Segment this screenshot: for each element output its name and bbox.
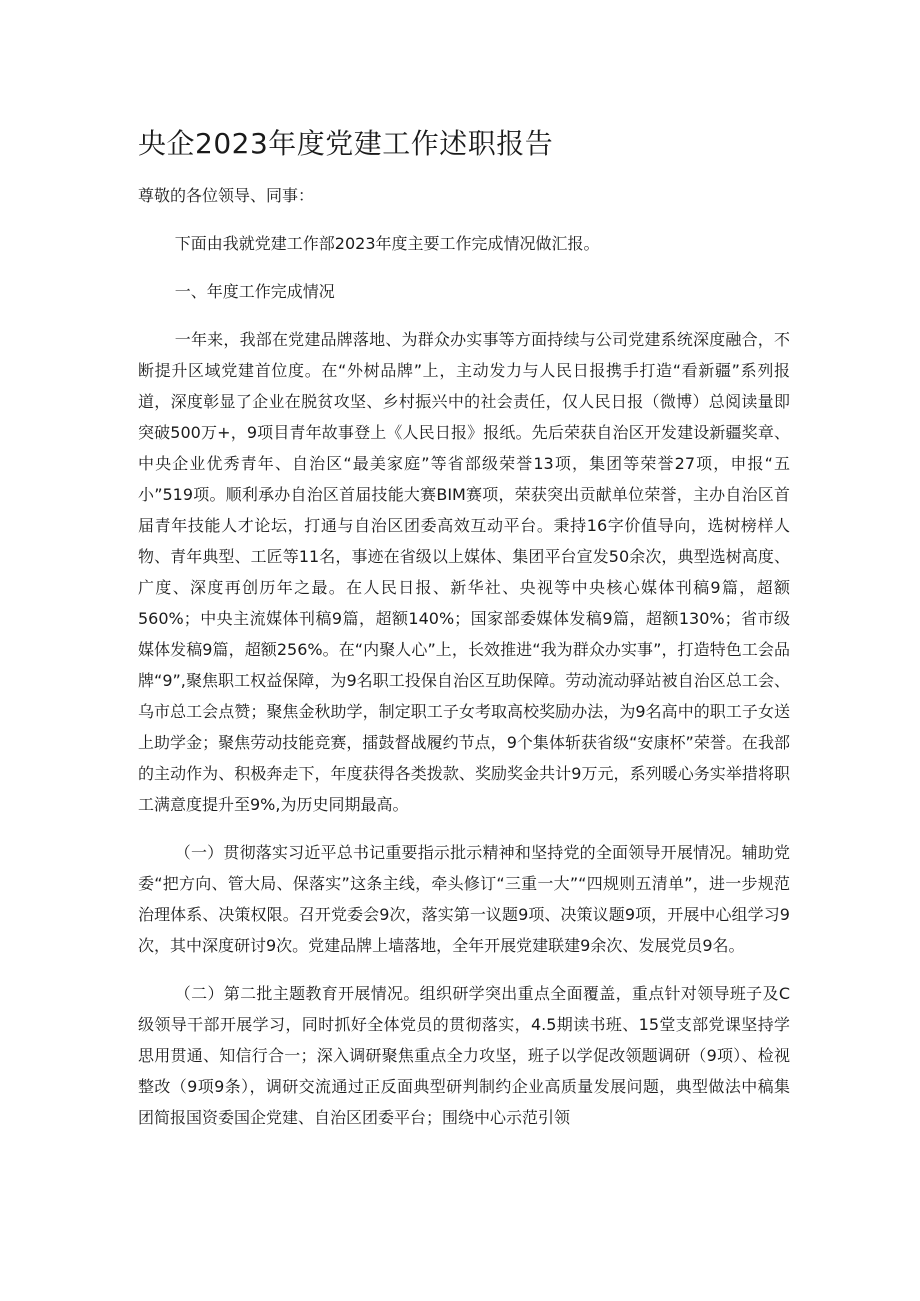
body-paragraph: 一年来，我部在党建品牌落地、为群众办实事等方面持续与公司党建系统深度融合，不断提升区域党建首位度。在“外树品牌”上，主动发力与人民日报携手打造“看新疆”系列报道，深度彰显了企业在脱贫攻坚、乡村振兴中的社会责任，仅人民日报（微博）总阅读量即突破500万+，9项目青年故事登上《人民日报》报纸。先后荣获自治区开发建设新疆奖章、中央企业优秀青年、自治区“最美家庭”等省部级荣誉13项，集团等荣誉27项，申报“五小”519项。顺利承办自治区首届技能大赛BIM赛项，荣获突出贡献单位荣誉，主办自治区首届青年技能人才论坛，打通与自治区团委高效互动平台。秉持16字价值导向，选树榜样人物、青年典型、工匠等11名，事迹在省级以上媒体、集团平台宣发50余次，典型选树高度、广度、深度再创历年之最。在人民日报、新华社、央视等中央核心媒体刊稿9篇，超额560%；中央主流媒体刊稿9篇，超额140%；国家部委媒体发稿9篇，超额130%；省市级媒体发稿9篇，超额256%。在“内聚人心”上，长效推进“我为群众办实事”，打造特色工会品牌“9”,聚焦职工权益保障，为9名职工投保自治区互助保障。劳动流动驿站被自治区总工会、乌市总工会点赞；聚焦金秋助学，制定职工子女考取高校奖励办法，为9名高中的职工子女送上助学金；聚焦劳动技能竞赛，擂鼓督战履约节点，9个集体斩获省级“安康杯”荣誉。在我部的主动作为、积极奔走下，年度获得各类拨款、奖励奖金共计9万元，系列暖心务实举措将职工满意度提升至9%,为历史同期最高。 [138, 330, 790, 814]
body-paragraph: （一）贯彻落实习近平总书记重要指示批示精神和坚持党的全面领导开展情况。辅助党委“把方向、管大局、保落实”这条主线，牵头修订“三重一大”“四规则五清单”，进一步规范治理体系、决策权限。召开党委会9次，落实第一议题9项、决策议题9项，开展中心组学习9次，其中深度研讨9次。党建品牌上墙落地，全年开展党建联建9余次、发展党员9名。 [138, 843, 790, 955]
section-heading: 一、年度工作完成情况 [174, 282, 335, 301]
document-page [138, 118, 790, 1150]
document-title: 央企2023年度党建工作述职报告 [138, 127, 554, 160]
salutation: 尊敬的各位领导、同事： [138, 186, 315, 205]
body-paragraph: （二）第二批主题教育开展情况。组织研学突出重点全面覆盖，重点针对领导班子及C级领导干部开展学习，同时抓好全体党员的贯彻落实，4.5期读书班、15堂支部党课坚持学思用贯通、知信行合一；深入调研聚焦重点全力攻坚，班子以学促改领题调研（9项）、检视整改（9项9条），调研交流通过正反面典型研判制约企业高质量发展问题，典型做法中稿集团简报国资委国企党建、自治区团委平台；围绕中心示范引领 [138, 984, 790, 1127]
intro-paragraph: 下面由我就党建工作部2023年度主要工作完成情况做汇报。 [174, 234, 600, 253]
